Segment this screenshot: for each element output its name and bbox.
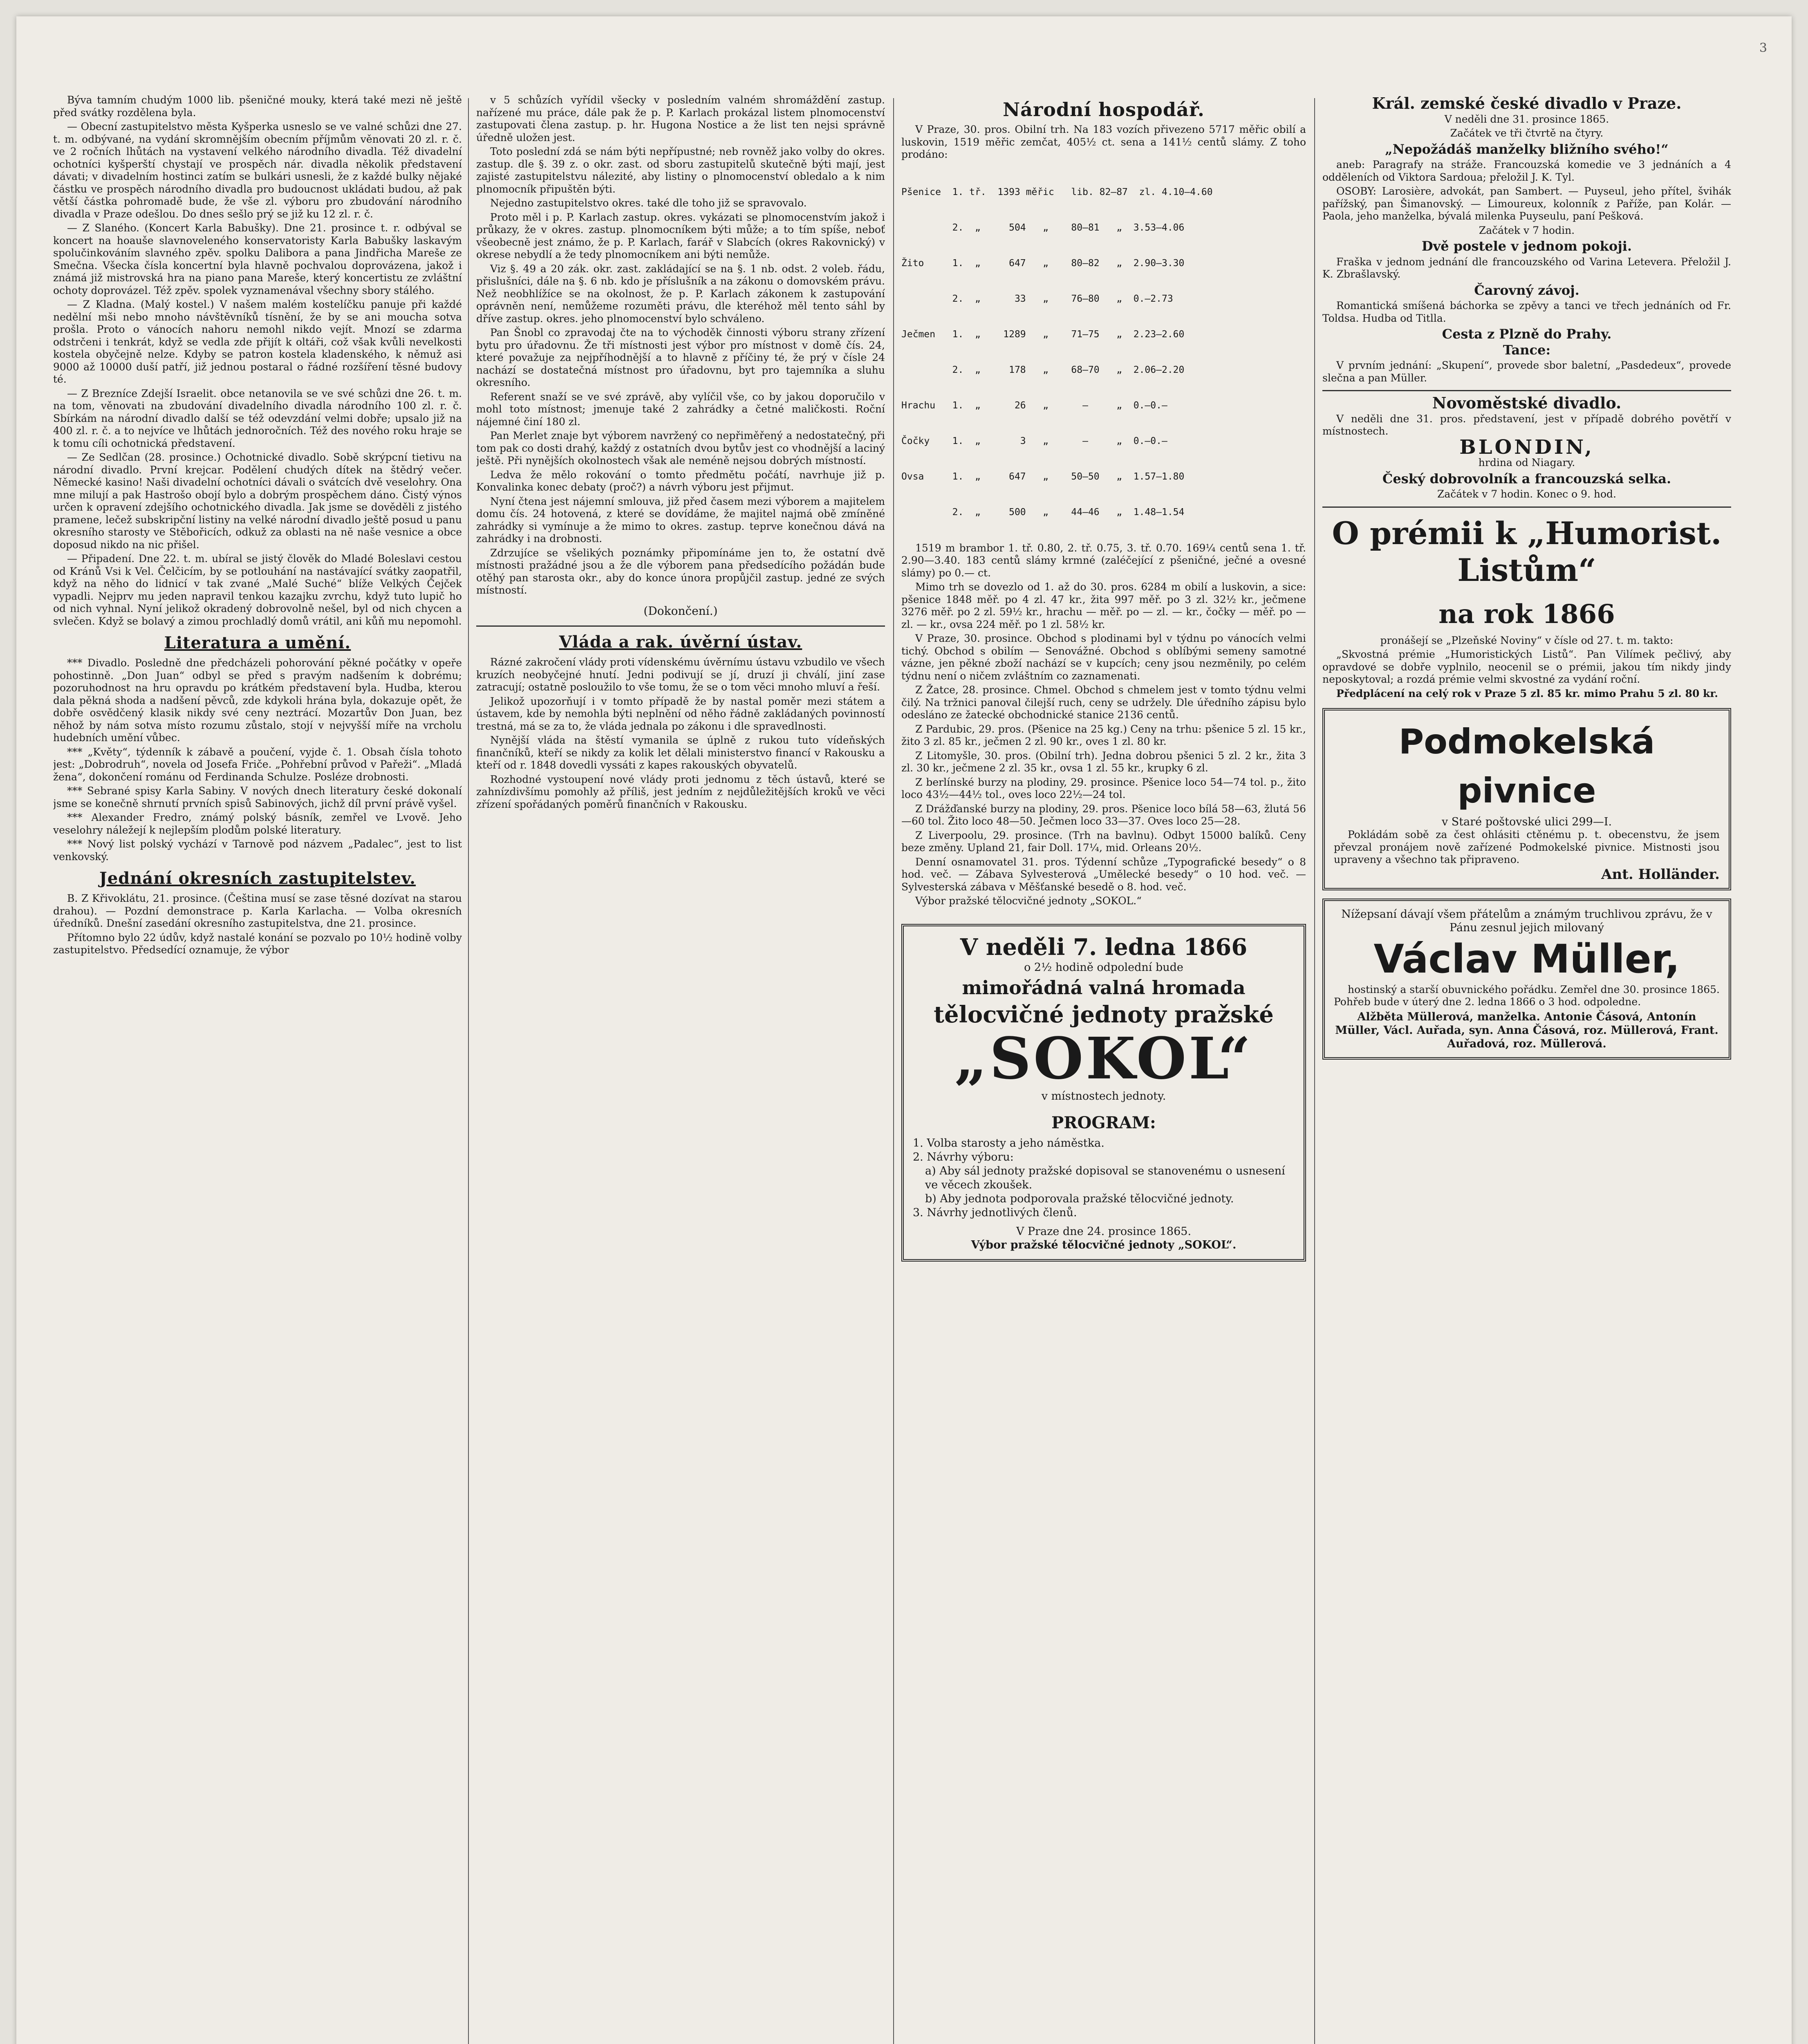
theatre-intro: V neděli dne 31. prosince 1865. bbox=[1444, 113, 1609, 125]
paragraph: — Připadení. Dne 22. t. m. ubíral se jistý člověk do Mladé Boleslavi cestou od Kránů Vsi k Vel. Čelčicím, by se potlouhání na nastávající svátky zaopatřil, když na něho do lidnicí v tak zvané „Malé Suché“ blíže Velkých Čejček vypadli. Nejprv mu jeden napravil tenkou kazajku zvrchu, když tuto lupič ho od nich vyhnal. Nyní jelikož okradený dobrovolně nešel, byl od nich chycen a svlečen. Když se bolavý a zimou prochladlý domů vrátil, ani kůň mu nepomohl. bbox=[53, 553, 462, 627]
blondin-title: BLONDIN, bbox=[1459, 435, 1594, 459]
paragraph: Ledva že mělo rokování o tomto předmětu počátí, navrhuje již p. Konvalinka konec debaty (proč?) a návrh výboru jest přijmut. bbox=[476, 468, 885, 493]
paragraph: Z Liverpoolu, 29. prosince. (Trh na bavlnu). Odbyt 15000 balíků. Ceny beze změny. Upland 21, fair Doll. 17¼, mid. Orleans 20½. bbox=[901, 829, 1306, 854]
paragraph: Pan Merlet znaje byt výborem navržený co nepřiměřený a nedostatečný, při tom pak co dosti drahý, každý z ostatních dvou bytův jest co vhodnější a laciný ještě. Při nynějších okolnostech však ale neméně nejsou dobrých místností. bbox=[476, 430, 885, 466]
paragraph: Jelikož upozorňují i v tomto případě že by nastal poměr mezi státem a ústavem, kde by nemohla býti neplnění od něho řádně zakládaných povinností trestná, má se za to, že vláda jednala po zákonu i dle spravedlnosti. bbox=[476, 695, 885, 732]
table-row: 2. „ 500 „ 44—46 „ 1.48—1.54 bbox=[901, 507, 1185, 518]
list-item: 3. Návrhy jednotlivých členů. bbox=[913, 1206, 1077, 1219]
obituary-vaclav-muller bbox=[1322, 899, 1731, 1060]
paragraph: V neděli dne 31. pros. představení, jest v případě dobrého povětří v místnostech. bbox=[1322, 412, 1731, 437]
ad-title: Podmokelská pivnice bbox=[1398, 722, 1655, 811]
paragraph: — Z Slaného. (Koncert Karla Babušky). Dne 21. prosince t. r. odbýval se koncert na hoauše slavnoveleného konservatoristy Karla Babušky laskavým spolučinkováním slavného zpěv. spolku Dalibora a pana Jindřicha Mareše ze Smečna. Všecka čísla koncertní byla hlavně pochvalou doprovázena, jakož i známá již mistrovská hra na piano pana Mareše, který koncertistu ze zvláštní ochoty doprovázel. Též zpěv. spolek vyznamenával všechny sbory stálého. bbox=[53, 222, 462, 296]
paragraph: Viz §. 49 a 20 zák. okr. zast. zakládající se na §. 1 nb. odst. 2 voleb. řádu, přislušníci, dále na §. 6 nb. kdo je příslušník a na zákonu o domovském právu. Než neobhlížíce se na okolnost, že p. P. Karlach zákonem k zastupování oprávněn není, nemůžeme rozuměti právu, dle kteréhož měl tento sáhl by dříve zastup. okres. jeho plnomocenství bylo schváleno. bbox=[476, 262, 885, 325]
column-1 bbox=[53, 94, 462, 2044]
paragraph: *** „Květy“, týdenník k zábavě a poučení, vyjde č. 1. Obsah čísla tohoto jest: „Dobrodruh“, novela od Josefa Friče. „Pohřební průvod v Pařeži“. „Mladá žena“, dokončení románu od Ferdinanda Schulze. Posléze drobnosti. bbox=[53, 746, 462, 783]
paragraph: Zdrzujíce se všelikých poznámky připomínáme jen to, že ostatní dvě místnosti pražádné jsou a že dle výborem pana předsedícího požádán bude otěhý pan starosta okr., aby do konce února propůjčil zastup. jedné ze svých místností. bbox=[476, 547, 885, 596]
french-play: Český dobrovolník a francouzská selka. bbox=[1382, 471, 1671, 486]
paragraph: Přítomno bylo 22 údův, když nastalé konání se pozvalo po 10½ hodině volby zastupitelstvo. Předsedící oznamuje, že výbor bbox=[53, 931, 462, 956]
theatre-end: Začátek v 7 hodin. bbox=[1479, 224, 1575, 236]
paragraph: Nejedno zastupitelstvo okres. také dle toho již se spravovalo. bbox=[490, 197, 807, 209]
paragraph: Z Drážďanské burzy na plodiny, 29. pros. Pšenice loco bílá 58—63, žlutá 56—60 tol. Žito loco 48—50. Ječmen loco 33—37. Oves loco 25—28. bbox=[901, 802, 1306, 827]
premium-title: O prémii k „Humorist. Listům“ bbox=[1332, 515, 1722, 588]
paragraph: Nynější vláda na štěstí vymanila se úplně z rukou tuto vídeňských finančníků, kteří se nikdy za kolik let dělali ministerstvo financí v Rakousku a kteří od r. 1848 dovedli vyssáti z kapes rakouských obyvatelů. bbox=[476, 734, 885, 771]
obituary-intro: Nížepsaní dávají všem přátelům a známým truchlivou zprávu, že v Pánu zesnul jejich milovaný bbox=[1341, 908, 1712, 934]
theatre-play: „Nepožádáš manželky bližního svého!“ bbox=[1385, 141, 1669, 157]
paragraph: Toto poslední zdá se nám býti nepřípustné; neb rovněž jako volby do okres. zastup. dle §. 39 z. o okr. zast. od sboru zastupitelů skutečně býti mají, jest zajisté zastupitelstvu nálezité, aby listiny o plnomocenství obledalo a k nim plnomocník připuštěn býti. bbox=[476, 146, 885, 195]
play-magic-veil: Čarovný závoj. bbox=[1474, 282, 1579, 298]
paragraph: Romantická smíšená báchorka se zpěvy a tanci ve třech jednáních od Fr. Toldsa. Hudba od Titlla. bbox=[1322, 300, 1731, 324]
list-item: b) Aby jednota podporovala pražské tělocvičné jednoty. bbox=[925, 1192, 1234, 1205]
paragraph: aneb: Paragrafy na stráže. Francouzská komedie ve 3 jednáních a 4 odděleních od Viktora Sardoua; přeložil J. K. Tyl. bbox=[1322, 159, 1731, 183]
paragraph: Z berlínské burzy na plodiny, 29. prosince. Pšenice loco 54—74 tol. p., žito loco 43½—44½ tol., oves loco 22½—24 tol. bbox=[901, 776, 1306, 800]
theatre-start: Začátek ve tři čtvrtě na čtyry. bbox=[1450, 127, 1604, 139]
paragraph: *** Alexander Fredro, známý polský básník, zemřel ve Lvově. Jeho veselohry náležejí k nejlepším plodům polské literatury. bbox=[53, 811, 462, 836]
sokol-program-title: PROGRAM: bbox=[1051, 1113, 1156, 1132]
paragraph: v 5 schůzích vyřídil všecky v posledním valném shromáždění zastup. nařízené mu práce, dále pak že p. P. Karlach prokázal listem plnomocenství zastupovati člena zastup. p. hr. Hugona Nostice a že list ten nejsi správně úředně uložen jest. bbox=[476, 94, 885, 143]
column-rule bbox=[1314, 98, 1315, 2044]
to-be-continued: (Dokončení.) bbox=[643, 604, 718, 618]
paragraph: Denní osnamovatel 31. pros. Týdenní schůze „Typografické besedy“ o 8 hod. več. — Zábava Sylvesterová „Umělecké besedy“ o 10 hod. več. — Sylvesterská zábava v Měšťanské besedě o 8. hod. več. bbox=[901, 856, 1306, 893]
table-row: Ječmen 1. „ 1289 „ 71—75 „ 2.23—2.60 bbox=[901, 329, 1185, 340]
paragraph: Výbor pražské tělocvičné jednoty „SOKOL.“ bbox=[915, 895, 1142, 907]
paragraph: — Obecní zastupitelstvo města Kyšperka usneslo se ve valné schůzi dne 27. t. m. odbývané, na vydání skromnějším obecním příjmům věnovati 20 zl. r. č. ve 2 ročních lhůtách na vystavení velkého národního divadla. Též divadelní ochotníci kyšperští chystají ve prospěch nár. divadla několik představení dávati; v divadelním hostinci zatím se bulkári usnesli, že z každé bulky nějaké částku ve prospěch národního divadla pro budoucnost ukládati budou, až pak větší částka pohromadě bude, že vše zl. výboru pro zbudování národního divadla v Praze odešlou. Do dnes sešlo prý se již ku 12 zl. r. č. bbox=[53, 121, 462, 220]
market-table bbox=[901, 163, 1306, 542]
section-heading-literature: Literatura a umění. bbox=[164, 633, 351, 652]
table-row: Čočky 1. „ 3 „ — „ 0.—0.— bbox=[901, 435, 1167, 446]
sokol-society: tělocvičné jednoty pražské bbox=[934, 1001, 1274, 1028]
paragraph: *** Sebrané spisy Karla Sabiny. V nových dnech literatury české dokonalí jsme se konečně shrnutí prvních spisů Sabinových, jichž díl první právě vyšel. bbox=[53, 785, 462, 809]
sokol-announcement bbox=[901, 924, 1306, 1262]
sokol-time: o 2½ hodině odpolední bude bbox=[1024, 961, 1183, 974]
newspaper-page bbox=[16, 16, 1792, 2044]
table-row: Žito 1. „ 647 „ 80—82 „ 2.90—3.30 bbox=[901, 258, 1185, 269]
sokol-place: v místnostech jednoty. bbox=[1041, 1089, 1166, 1103]
paragraph: *** Divadlo. Posledně dne předcházeli pohorování pěkné počátky v opeře pohostinně. „Don Juan“ odbyl se před s pravým nadšením k dobrému; pozoruhodnost na hru opravdu po krátkém představení byla. Hudba, kterou dala pěkná shoda a nadšení pěvců, zde kdykoli hrána byla, dokazuje opět, že dobře osvědčený klasik nikdy své ceny neztrácí. Mozartův Don Juan, bez něhož by nám sotva místo rozumu zůstalo, stojí v nejvyšší míře na vrcholu hudebních umění vůbec. bbox=[53, 657, 462, 744]
dance-title: Tance: bbox=[1503, 342, 1551, 358]
paragraph: *** Nový list polský vychází v Tarnově pod názvem „Padalec“, jest to list venkovský. bbox=[53, 838, 462, 863]
paragraph: — Ze Sedlčan (28. prosince.) Ochotnické divadlo. Sobě skrýpcní tietivu na národní divadlo. První krejcar. Podělení chudých dítek na štědrý večer. Německé kasino! Naši divadelní ochotníci dávali o svátcích dvě veselohry. Ona mne milují a pak Hastrošo obojí bylo a dobrým prospěchem dáno. Čistý výnos určen k opravení zdejšího ochotnického divadla. Jak jsme se dověděli z jistého pramene, lečež subskripční listiny na velké národní divadlo ještě posud u panu okresního starosty ve Stěbořicích, odkuž za oblasti na ně naše vesnice a obce doposud nikdo na nic přišel. bbox=[53, 451, 462, 551]
sokol-signature: Výbor pražské tělocvičné jednoty „SOKOL“. bbox=[971, 1238, 1237, 1251]
table-row: 2. „ 504 „ 80—81 „ 3.53—4.06 bbox=[901, 222, 1185, 233]
ad-signature: Ant. Holländer. bbox=[1601, 866, 1720, 883]
sokol-event: mimořádná valná hromada bbox=[962, 976, 1246, 999]
sokol-footer: V Praze dne 24. prosince 1865. bbox=[1016, 1225, 1192, 1238]
sokol-name: „SOKOL“ bbox=[954, 1025, 1253, 1092]
paragraph: Mimo trh se dovezlo od 1. až do 30. pros. 6284 m obilí a luskovin, a sice: pšenice 1848 měř. po 4 zl. 47 kr., žita 997 měř. po 3 zl. 32½ kr., ječmene 3276 měř. po 2 zl. 59½ kr., hrachu — měř. po — zl. — kr., čočky — měř. po — zl. — kr., ovsa 224 měř. po 1 zl. 58½ kr. bbox=[901, 581, 1306, 630]
paragraph: Býva tamním chudým 1000 lib. pšeničné mouky, která také mezi ně ještě před svátky rozdělena byla. bbox=[53, 94, 462, 119]
paragraph: Z Litomyšle, 30. pros. (Obilní trh). Jedna dobrou pšenici 5 zl. 2 kr., žita 3 zl. 30 kr., ječmene 2 zl. 35 kr., ovsa 1 zl. 55 kr., krupky 6 zl. bbox=[901, 749, 1306, 774]
paragraph: „Skvostná prémie „Humoristických Listů“. Pan Vilímek pečlivý, aby opravdové se dobře vyplnilo, neocenil se o prémii, jakou tím nikdy jindy neposkytoval; a rozdá prémie velmi skvostné za vydání roční. bbox=[1322, 648, 1731, 685]
paragraph: — Z Brezníce Zdejší Israelit. obce netanovila se ve své schůzi dne 26. t. m. na tom, věnovati na zbudování divadelního divadla národního 100 zl. r. č. Sbírkám na národní divadlo další se též odevzdání velmi dobře; upsalo již na 400 zl. r. č. a to nejvíce ve lhůtách jednoročních. Též des nového roku hraje se k tomu cíli ochotnická představení. bbox=[53, 387, 462, 449]
ad-address: v Staré poštovské ulici 299—I. bbox=[1441, 816, 1612, 828]
list-item: a) Aby sál jednoty pražské dopisoval se stanovenému o usnesení ve věcech zkoušek. bbox=[925, 1164, 1285, 1191]
table-row: 2. „ 33 „ 76—80 „ 0.—2.73 bbox=[901, 293, 1173, 304]
blondin-text: hrdina od Niagary. bbox=[1478, 457, 1575, 468]
play-two-beds: Dvě postele v jednom pokoji. bbox=[1421, 238, 1632, 254]
french-end: Začátek v 7 hodin. Konec o 9. hod. bbox=[1437, 488, 1616, 500]
table-row: Ovsa 1. „ 647 „ 50—50 „ 1.57—1.80 bbox=[901, 471, 1185, 482]
paragraph: Pan Šnobl co zpravodaj čte na to východěk činnosti výboru strany zřízení bytu pro úřadovnu. Že tři místnosti jest výbor pro místnost v domě čís. 24, které považuje za nejpříhodnější a to hlavně z příčiny té, že prý v čísle 24 nachází se dostatečná místnost pro úřadovnu, byt pro tajemníka a sluhu okresního. bbox=[476, 327, 885, 388]
premium-year: na rok 1866 bbox=[1438, 598, 1615, 630]
page-number: 3 bbox=[1759, 41, 1767, 55]
separator bbox=[1322, 390, 1731, 391]
paragraph: V prvním jednání: „Skupení“, provede sbor baletní, „Pasdedeux“, provede slečna a pan Müller. bbox=[1322, 359, 1731, 384]
table-row: Hrachu 1. „ 26 „ — „ 0.—0.— bbox=[901, 400, 1167, 411]
sokol-program bbox=[913, 1136, 1295, 1220]
paragraph: Nyní čtena jest nájemní smlouva, již před časem mezi výborem a majitelem domu čís. 24 hotovená, z které se dovídáme, že majitel najmá obě zmíněné zahrádky si vymínuje a že mimo to okres. zastup. teprve konečnou dává na zahrádky i na drobnosti. bbox=[476, 495, 885, 545]
paragraph: B. Z Křivoklátu, 21. prosince. (Čeština musí se zase těsné dozívat na starou drahou). — Pozdní demonstrace p. Karla Karlacha. — Volba okresních úředníků. Dnešní zasedání okresního zastupitelstva, dne 21. prosince. bbox=[53, 892, 462, 929]
paragraph: Předplácení na celý rok v Praze 5 zl. 85 kr. mimo Prahu 5 zl. 80 kr. bbox=[1336, 687, 1718, 699]
column-rule bbox=[468, 98, 469, 2044]
obituary-name: Václav Müller, bbox=[1373, 936, 1680, 982]
section-heading-economy: Národní hospodář. bbox=[1003, 99, 1205, 121]
paragraph: V Praze, 30. pros. Obilní trh. Na 183 vozích přivezeno 5717 měřic obilí a luskovin, 1519 měřic zemčat, 405½ ct. sena a 141½ centů slámy. Z toho prodáno: bbox=[901, 123, 1306, 160]
paragraph: Referent snaží se ve své zprávě, aby vylíčil vše, co by jakou doporučilo v mohl toto místnost; jmenuje také 2 zahrádky a četné maličkosti. Roční nájemné činí 180 zl. bbox=[476, 390, 885, 428]
obituary-family: Alžběta Müllerová, manželka. Antonie Čásová, Antonín Müller, Václ. Auřada, syn. Anna Čásová, roz. Müllerová, Frant. Auřadová, roz. Müllerová. bbox=[1335, 1010, 1718, 1050]
paragraph: Rázné zakročení vlády proti vídenskému úvěrnímu ústavu vzbudilo ve všech kruzích neobyčejné hnutí. Jedni podivují se jí, druzí ji chválí, jiní zase zatracují; ostatně posloužilo to vše tomu, že se o tom věci mnoho mluví a řeší. bbox=[476, 656, 885, 693]
premium-sub: pronášejí se „Plzeňské Noviny“ v čísle od 27. t. m. takto: bbox=[1380, 634, 1674, 646]
paragraph: Proto měl i p. P. Karlach zastup. okres. vykázati se plnomocenstvím jakož i průkazy, že v okres. zastup. plnomocníkem býti může; a to tím spíše, neboť všeobecně jest známo, že p. P. Karlach, farář v Slabcích (okres Rakovnický) v okrese nebydlí a že tedy plnomocníkem ani býti nemůže. bbox=[476, 211, 885, 260]
list-item: 1. Volba starosty a jeho náměstka. bbox=[913, 1136, 1105, 1150]
play-journey: Cesta z Plzně do Prahy. bbox=[1442, 326, 1612, 342]
paragraph: 1519 m brambor 1. tř. 0.80, 2. tř. 0.75, 3. tř. 0.70. 169¼ centů sena 1. tř. 2.90—3.40. 183 centů slámy krmné (zaléčející z pšeničné, ječné a ovesné slámy) po 0.— ct. bbox=[901, 542, 1306, 579]
list-item: 2. Návrhy výboru: bbox=[913, 1150, 1014, 1163]
paragraph: — Z Kladna. (Malý kostel.) V našem malém kostelíčku panuje při každé nedělní mši nebo mnoho návštěvníků tísnění, že by se ani moucha sotva prošla. Proto o vánocích nahoru nemohl nikdo vejít. Mnozí se zdarma odstrčeni i tenkrát, když se vedla zde přijít k oltáři, což však kvůli nevelkosti kostela obyčejně nelze. Kdyby se patron kostela kladenského, k němuž asi 9000 až 10000 duší patří, již jednou postaral o řádné rozšíření těsné budovy té. bbox=[53, 298, 462, 385]
new-town-theatre: Novoměstské divadlo. bbox=[1432, 394, 1622, 412]
paragraph: Z Pardubic, 29. pros. (Pšenice na 25 kg.) Ceny na trhu: pšenice 5 zl. 15 kr., žito 3 zl. 85 kr., ječmen 2 zl. 90 kr., oves 1 zl. 80 kr. bbox=[901, 723, 1306, 747]
column-4 bbox=[1322, 94, 1731, 2044]
column-3 bbox=[901, 94, 1306, 2044]
paragraph: Rozhodné vystoupení nové vlády proti jednomu z těch ústavů, které se zahnízdivšímu pomohly až příliš, jest jedním z nejdůležitějších kroků ve věci zřízení spořádaných poměrů finančních v Rakousku. bbox=[476, 773, 885, 810]
column-rule bbox=[893, 98, 894, 2044]
paragraph: V Praze, 30. prosince. Obchod s plodinami byl v týdnu po vánocích velmi tichý. Obchod s obilím — Senovážné. Obchod s oblíbými semeny samotné vázne, jen pěkné zboží nachází se v kupcích; ceny jsou nezměnily, po celém týdnu není o ničem zvláštním co zaznamenati. bbox=[901, 632, 1306, 682]
theatre-title: Král. zemské české divadlo v Praze. bbox=[1372, 94, 1682, 112]
paragraph: hostinský a starší obuvnického pořádku. Zemřel dne 30. prosince 1865. Pohřeb bude v úterý dne 2. ledna 1866 o 3 hod. odpoledne. bbox=[1334, 983, 1720, 1008]
section-heading-district: Jednání okresních zastupitelstev. bbox=[99, 869, 416, 888]
separator bbox=[1322, 507, 1731, 508]
sokol-date: V neděli 7. ledna 1866 bbox=[960, 933, 1248, 961]
section-heading-credit: Vláda a rak. úvěrní ústav. bbox=[559, 632, 802, 652]
table-row: Pšenice 1. tř. 1393 měřic lib. 82—87 zl. 4.10—4.60 bbox=[901, 186, 1213, 197]
separator bbox=[476, 625, 885, 627]
ad-podmokelska-pivnice bbox=[1322, 708, 1731, 890]
paragraph: Pokládám sobě za čest ohlásiti ctěnému p. t. obecenstvu, že jsem převzal pronájem nově zařízené Podmokelské pivnice. Mistnosti jsou upraveny a všechno tak připraveno. bbox=[1334, 829, 1720, 865]
column-2 bbox=[476, 94, 885, 2044]
paragraph: OSOBY: Larosière, advokát, pan Sambert. — Puyseul, jeho přítel, švihák pařížský, pan Šimanovský. — Limoureux, kolonník z Paříže, pan Kolár. — Paola, jeho manželka, bývalá milenka Puyseulu, paní Pešková. bbox=[1322, 185, 1731, 222]
paragraph: Z Žatce, 28. prosince. Chmel. Obchod s chmelem jest v tomto týdnu velmi čilý. Na tržnici panoval čilejší ruch, ceny se udržely. Dle úředního zápisu bylo odesláno ze žatecké obchodnické stanice 2136 centů. bbox=[901, 684, 1306, 721]
table-row: 2. „ 178 „ 68—70 „ 2.06—2.20 bbox=[901, 364, 1185, 375]
paragraph: Fraška v jednom jednání dle francouzského od Varina Letevera. Přeložil J. K. Zbrašlavský. bbox=[1322, 256, 1731, 280]
